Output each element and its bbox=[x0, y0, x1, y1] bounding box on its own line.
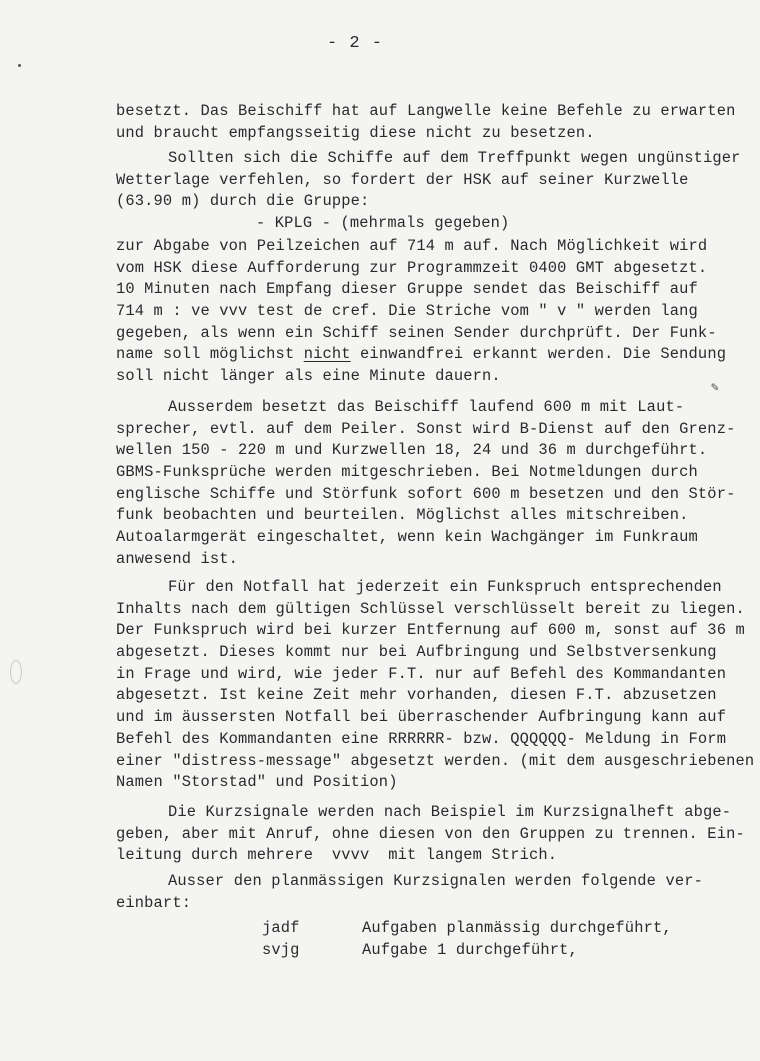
text-line: 714 m : ve vvv test de cref. Die Striche vom " v " werden lang bbox=[116, 302, 698, 321]
paragraph-6 bbox=[116, 802, 745, 867]
paragraph-5 bbox=[116, 577, 755, 794]
signal-meaning: Aufgaben planmässig durchgeführt, bbox=[362, 919, 672, 937]
text-line: Sollten sich die Schiffe auf dem Treffpunkt wegen ungünstiger bbox=[168, 149, 741, 167]
text-line: anwesend ist. bbox=[116, 549, 239, 568]
text-line: Autoalarmgerät eingeschaltet, wenn kein Wachgänger im Funkraum bbox=[116, 528, 698, 547]
text-line: und im äussersten Notfall bei überraschender Aufbringung kann auf bbox=[116, 708, 727, 727]
signal-code: svjg bbox=[262, 940, 300, 959]
signal-meaning: Aufgabe 1 durchgeführt, bbox=[362, 940, 578, 959]
text-line: vom HSK diese Aufforderung zur Programmzeit 0400 GMT abgesetzt. bbox=[116, 258, 708, 277]
text-line: sprecher, evtl. auf dem Peiler. Sonst wird B-Dienst auf den Grenz- bbox=[116, 419, 736, 438]
paragraph-3 bbox=[116, 236, 727, 388]
pencil-mark: ✎ bbox=[711, 380, 719, 395]
text-line: Befehl des Kommandanten eine RRRRRR- bzw. QQQQQQ- Meldung in Form bbox=[116, 729, 727, 748]
text-line: soll nicht länger als eine Minute dauern. bbox=[116, 367, 501, 386]
signal-row bbox=[116, 918, 706, 940]
text-line: Inhalts nach dem gültigen Schlüssel verschlüsselt bereit zu liegen. bbox=[116, 599, 745, 618]
page-number: - 2 - bbox=[326, 34, 383, 53]
paragraph-7 bbox=[116, 871, 706, 914]
text-line: besetzt. Das Beischiff hat auf Langwelle keine Befehle zu erwarten bbox=[116, 102, 736, 120]
text-line: englische Schiffe und Störfunk sofort 600 m besetzen und den Stör- bbox=[116, 484, 736, 503]
text-line: abgesetzt. Dieses kommt nur bei Aufbringung und Selbstversenkung bbox=[116, 643, 717, 662]
text-line: abgesetzt. Ist keine Zeit mehr vorhanden, diesen F.T. abzusetzen bbox=[116, 686, 717, 705]
text-line: GBMS-Funksprüche werden mitgeschrieben. Bei Notmeldungen durch bbox=[116, 463, 698, 482]
text-span: einwandfrei erkannt werden. Die Sendung bbox=[350, 345, 727, 364]
text-line: geben, aber mit Anruf, ohne diesen von den Gruppen zu trennen. Ein- bbox=[116, 824, 745, 843]
text-line: funk beobachten und beurteilen. Möglichst alles mitschreiben. bbox=[116, 506, 689, 525]
text-line: 10 Minuten nach Empfang dieser Gruppe sendet das Beischiff auf bbox=[116, 280, 698, 299]
text-line: einer "distress-message" abgesetzt werden. (mit dem ausgeschriebenen bbox=[116, 751, 755, 770]
text-line: in Frage und wird, wie jeder F.T. nur auf Befehl des Kommandanten bbox=[116, 664, 727, 683]
code-group-line: - KPLG - (mehrmals gegeben) bbox=[256, 214, 510, 233]
text-line: leitung durch mehrere vvvv mit langem Strich. bbox=[116, 846, 558, 865]
underlined-word: nicht bbox=[303, 345, 351, 364]
text-line: Die Kurzsignale werden nach Beispiel im Kurzsignalheft abge- bbox=[168, 803, 732, 821]
paragraph-1 bbox=[116, 101, 736, 144]
text-line: wellen 150 - 220 m und Kurzwellen 18, 24 und 36 m durchgeführt. bbox=[116, 441, 708, 460]
text-line: und braucht empfangsseitig diese nicht zu besetzen. bbox=[116, 123, 595, 142]
text-line-underlined bbox=[116, 344, 727, 366]
paragraph-2 bbox=[116, 148, 741, 235]
text-line: zur Abgabe von Peilzeichen auf 714 m auf. Nach Möglichkeit wird bbox=[116, 237, 708, 255]
signal-code: jadf bbox=[262, 919, 300, 937]
paragraph-4 bbox=[116, 397, 736, 571]
text-span: name soll möglichst bbox=[116, 345, 304, 364]
text-line: Ausserdem besetzt das Beischiff laufend 600 m mit Laut- bbox=[168, 398, 685, 416]
text-line: Der Funkspruch wird bei kurzer Entfernung auf 600 m, sonst auf 36 m bbox=[116, 621, 745, 640]
signal-list bbox=[116, 918, 706, 961]
text-line: gegeben, als wenn ein Schiff seinen Sender durchprüft. Der Funk- bbox=[116, 323, 717, 342]
signal-row bbox=[116, 940, 706, 962]
punch-hole-mark bbox=[10, 660, 22, 684]
text-line: einbart: bbox=[116, 893, 192, 912]
text-line: (63.90 m) durch die Gruppe: bbox=[116, 192, 370, 211]
text-line: Ausser den planmässigen Kurzsignalen werden folgende ver- bbox=[168, 872, 703, 890]
text-line: Namen "Storstad" und Position) bbox=[116, 773, 398, 792]
text-line: Wetterlage verfehlen, so fordert der HSK auf seiner Kurzwelle bbox=[116, 170, 689, 189]
ink-dot bbox=[18, 64, 21, 67]
text-line: Für den Notfall hat jederzeit ein Funkspruch entsprechenden bbox=[168, 578, 722, 596]
